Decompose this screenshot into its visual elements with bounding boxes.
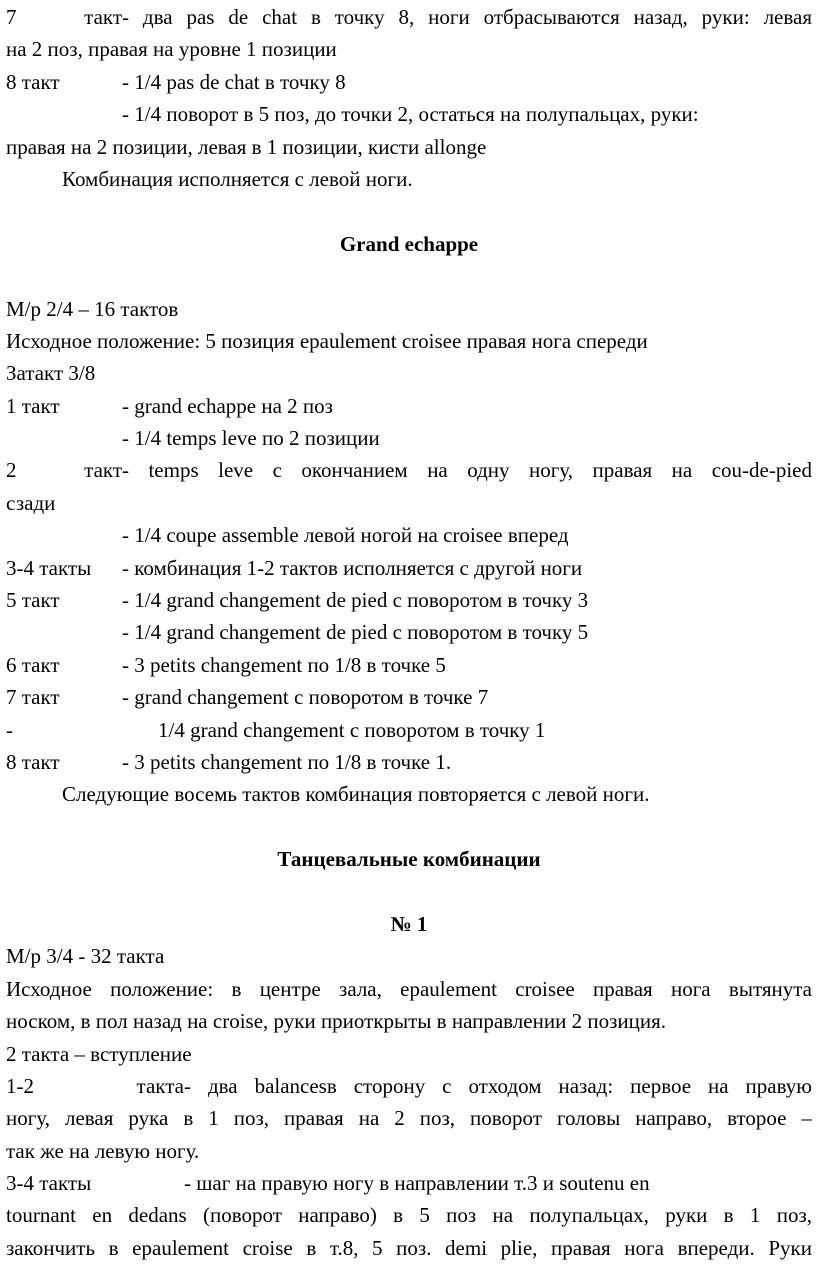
takt-7-term: 7 такт <box>6 5 122 29</box>
intro-line: 2 такта – вступление <box>6 1041 192 1066</box>
row-takt-1-2-line-3: так же на левую ногу. <box>6 1138 200 1163</box>
section1-closing: Комбинация исполняется с левой ноги. <box>62 166 413 191</box>
start-position-line: Исходное положение: 5 позиция epaulement croisee правая нога спереди <box>6 328 648 353</box>
row-takt-1-b: - 1/4 temps leve по 2 позиции <box>122 426 380 451</box>
row-takt-7-b: - 1/4 grand changement с поворотом в точку 1 <box>6 717 546 742</box>
row-takt-5-b: - 1/4 grand changement de pied с поворотом в точку 5 <box>122 620 589 645</box>
start-position-line-1: Исходное положение: в центре зала, epaulement croisee правая нога вытянута <box>6 976 812 1001</box>
combination-number: № 1 <box>390 911 428 936</box>
section-heading-dance-combinations: Танцевальные комбинации <box>277 847 541 872</box>
row-takt-2-b: - 1/4 coupe assemble левой ногой на croisee вперед <box>122 523 569 548</box>
section-heading-grand-echappe: Grand echappe <box>339 231 479 256</box>
takt-8-line-1: 8 такт - 1/4 pas de chat в точку 8 <box>6 66 812 98</box>
document-page <box>6 1 812 1264</box>
meter-line: М/р 2/4 – 16 тактов <box>6 296 179 321</box>
row-takt-7: 7 такт - grand changement с поворотом в точке 7 <box>6 685 489 710</box>
row-takt-3-4-line-1: 3-4 такты - шаг на правую ногу в направлении т.3 и soutenu en <box>6 1171 650 1196</box>
section2-closing: Следующие восемь тактов комбинация повторяется с левой ноги. <box>62 782 650 807</box>
takt-7-line-2: на 2 поз, правая на уровне 1 позиции <box>6 37 337 62</box>
row-takt-6: 6 такт - 3 petits changement по 1/8 в точке 5 <box>6 652 446 677</box>
row-takt-2: 2 такт- temps leve с окончанием на одну ногу, правая на cou-de-pied <box>6 458 812 483</box>
row-takt-3-4-line-2: tournant en dedans (поворот направо) в 5 поз на полупальцах, руки в 1 поз, <box>6 1203 812 1228</box>
row-takt-1: 1 такт - grand echappe на 2 поз <box>6 393 333 418</box>
takt-8-term: 8 такт <box>6 69 60 94</box>
takt-7-line-1: 7 такт- два pas de chat в точку 8, ноги отбрасываются назад, руки: левая <box>6 1 812 33</box>
row-takt-5: 5 такт - 1/4 grand changement de pied с поворотом в точку 3 <box>6 588 589 613</box>
takt-8-line-2: - 1/4 поворот в 5 поз, до точки 2, остаться на полупальцах, руки: <box>122 102 699 127</box>
row-takt-3-4: 3-4 такты - комбинация 1-2 тактов исполняется с другой ноги <box>6 555 583 580</box>
row-takt-1-2-line-1: 1-2 такта- два balancesв сторону с отходом назад: первое на правую <box>6 1073 812 1098</box>
start-position-line-2: носком, в пол назад на croise, руки приоткрыты в направлении 2 позиция. <box>6 1009 666 1034</box>
upbeat-line: Затакт 3/8 <box>6 361 96 386</box>
row-takt-1-2-line-2: ногу, левая рука в 1 поз, правая на 2 поз, поворот головы направо, второе – <box>6 1106 812 1131</box>
row-takt-8: 8 такт - 3 petits changement по 1/8 в точке 1. <box>6 749 452 774</box>
row-takt-2-cont: сзади <box>6 490 56 515</box>
row-takt-3-4-line-3: закончить в epaulement croise в т.8, 5 поз. demi plie, правая нога впереди. Руки <box>6 1235 812 1260</box>
takt-8-line-3: правая на 2 позиции, левая в 1 позиции, кисти allonge <box>6 134 487 159</box>
meter-line-2: М/р 3/4 - 32 такта <box>6 944 165 969</box>
